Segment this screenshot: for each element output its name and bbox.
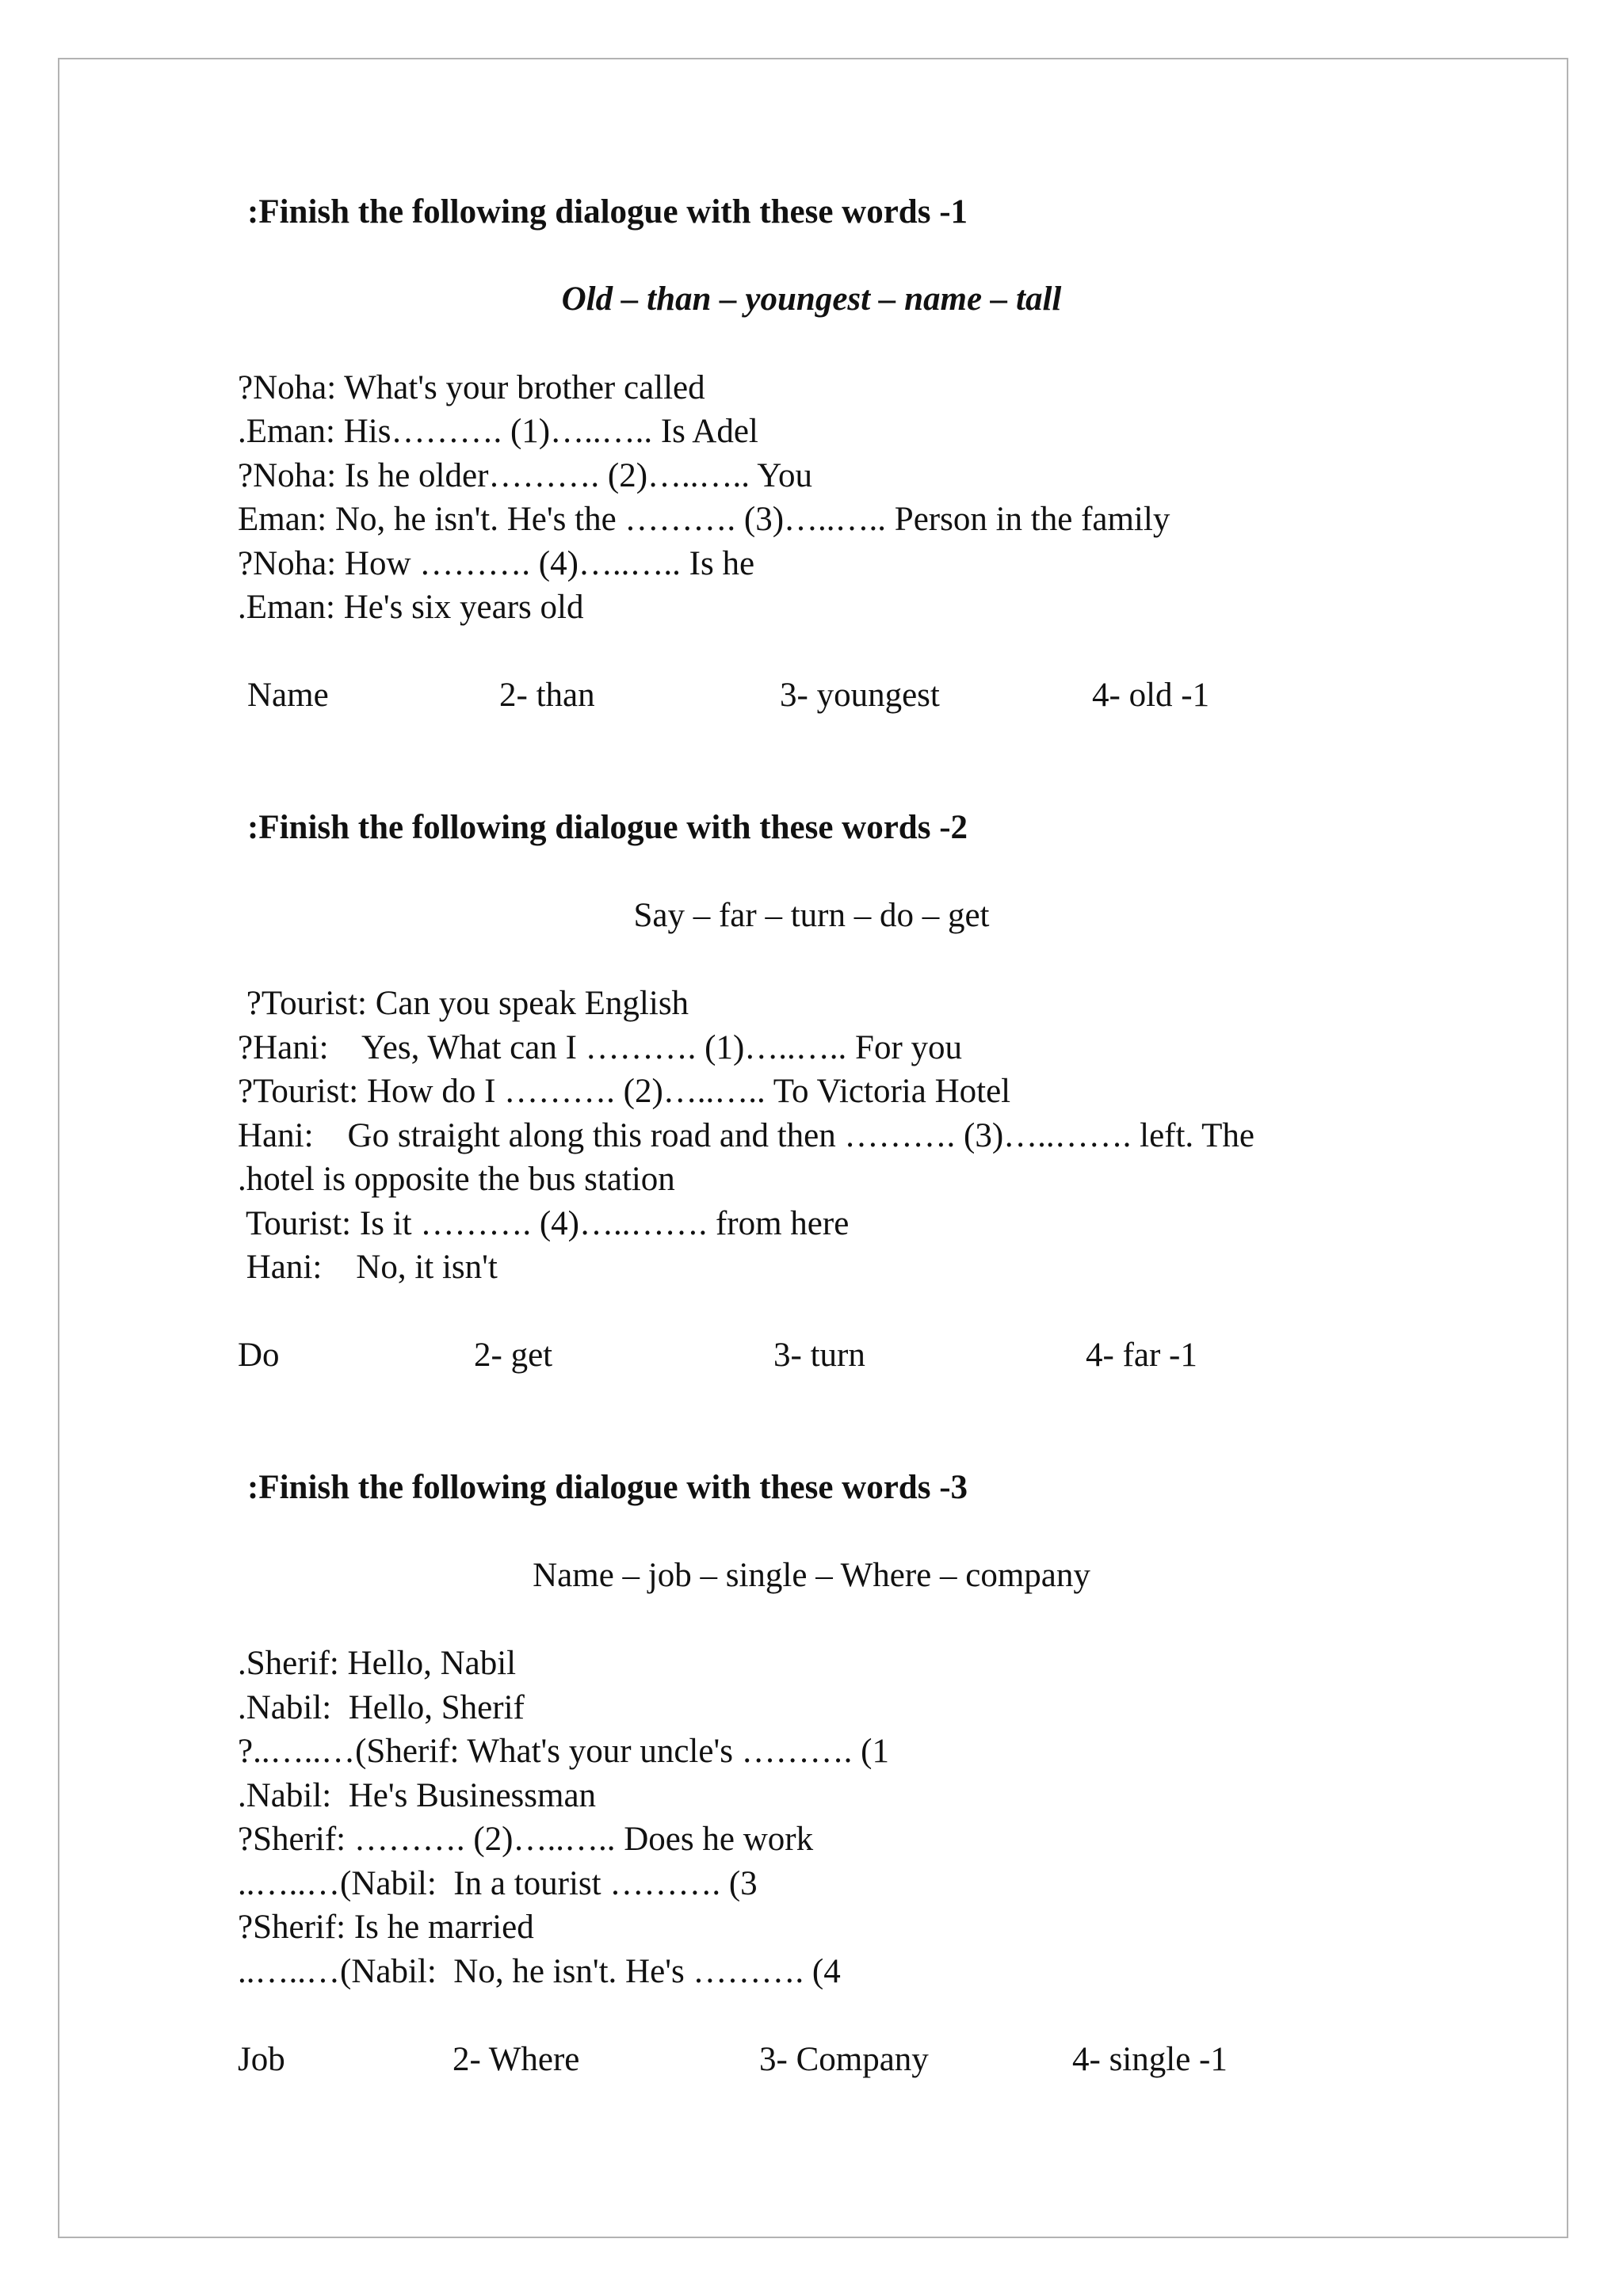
exercise-3-dialogue-line: .Sherif: Hello, Nabil (238, 1645, 517, 1682)
exercise-1-answer: 3- youngest (780, 677, 940, 714)
exercise-3-answer: 4- single -1 (1072, 2041, 1228, 2078)
exercise-3-dialogue-line: ?..…..…(Sherif: What's your uncle's ………. (1 (238, 1733, 889, 1770)
exercise-2-answer: Do (238, 1337, 280, 1374)
exercise-2-answer: 2- get (474, 1337, 553, 1374)
exercise-3-dialogue-line: ?Sherif: ………. (2)…..….. Does he work (238, 1821, 814, 1858)
exercise-2-answer: 3- turn (773, 1337, 865, 1374)
exercise-1-answer: 2- than (499, 677, 595, 714)
exercise-3-dialogue-line: .Nabil: Hello, Sherif (238, 1689, 525, 1726)
exercise-3-dialogue-line: ?Sherif: Is he married (238, 1909, 534, 1946)
exercise-3-word-bank: Name – job – single – Where – company (533, 1557, 1090, 1594)
exercise-1-dialogue-line: .Eman: His………. (1)…..….. Is Adel (238, 413, 758, 450)
exercise-1-answer: 4- old -1 (1092, 677, 1210, 714)
exercise-2-dialogue-line: Tourist: Is it ………. (4)…..……. from here (238, 1205, 850, 1242)
exercise-1-dialogue-line: ?Noha: What's your brother called (238, 369, 705, 406)
exercise-1-dialogue-line: .Eman: He's six years old (238, 589, 584, 626)
exercise-3-dialogue-line: ..…..…(Nabil: No, he isn't. He's ………. (4 (238, 1953, 841, 1990)
exercise-2-word-bank: Say – far – turn – do – get (633, 897, 990, 934)
exercise-3-answer: 2- Where (453, 2041, 580, 2078)
exercise-3-dialogue-line: .Nabil: He's Businessman (238, 1777, 597, 1814)
exercise-2-dialogue-line: ?Tourist: Can you speak English (238, 985, 689, 1022)
exercise-3-answer: Job (238, 2041, 285, 2078)
exercise-3-dialogue-line: ..…..…(Nabil: In a tourist ………. (3 (238, 1865, 758, 1902)
exercise-1-dialogue-line: ?Noha: Is he older………. (2)…..….. You (238, 457, 812, 494)
exercise-2-dialogue-line: .hotel is opposite the bus station (238, 1161, 675, 1198)
exercise-1-word-bank: Old – than – youngest – name – tall (561, 280, 1062, 318)
exercise-3-heading: :Finish the following dialogue with these words -3 (247, 1469, 968, 1506)
exercise-1-dialogue-line: ?Noha: How ………. (4)…..….. Is he (238, 545, 755, 582)
exercise-1-answer: Name (247, 677, 329, 714)
exercise-2-answer: 4- far -1 (1086, 1337, 1197, 1374)
exercise-2-dialogue-line: ?Tourist: How do I ………. (2)…..….. To Victoria Hotel (238, 1073, 1011, 1110)
exercise-1-dialogue-line: Eman: No, he isn't. He's the ………. (3)…..….. Person in the family (238, 501, 1170, 538)
exercise-2-dialogue-line: Hani: No, it isn't (238, 1249, 498, 1286)
exercise-2-dialogue-line: Hani: Go straight along this road and then ………. (3)…..……. left. The (238, 1117, 1255, 1154)
exercise-1-heading: :Finish the following dialogue with these words -1 (247, 193, 968, 231)
exercise-2-dialogue-line: ?Hani: Yes, What can I ………. (1)…..….. For you (238, 1029, 963, 1066)
exercise-3-answer: 3- Company (759, 2041, 929, 2078)
exercise-2-heading: :Finish the following dialogue with these words -2 (247, 809, 968, 846)
